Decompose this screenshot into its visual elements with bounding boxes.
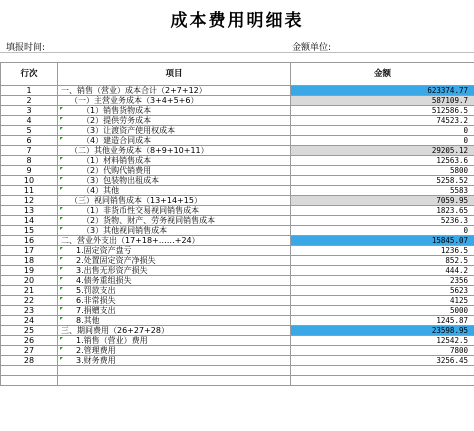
table-row-blank [1,366,474,376]
row-number-cell[interactable]: 9 [1,166,58,176]
item-cell[interactable] [58,276,291,286]
blank-cell[interactable] [291,366,474,376]
table-row [1,306,474,316]
cell-comment-marker-icon [60,217,63,220]
amount-cell[interactable]: 0 [291,126,474,136]
row-number-cell[interactable]: 19 [1,266,58,276]
row-number-cell[interactable]: 26 [1,336,58,346]
item-label: （4）建造合同成本 [82,135,152,145]
row-number-cell[interactable]: 12 [1,196,58,206]
item-cell[interactable] [58,126,291,136]
cell-comment-marker-icon [60,227,63,230]
fill-time-label: 填报时间: [6,43,46,53]
cell-comment-marker-icon [60,107,63,110]
table-row [1,316,474,326]
row-number-cell[interactable]: 21 [1,286,58,296]
item-label: （1）非货币性交易视同销售成本 [82,205,200,215]
table-row [1,266,474,276]
cell-comment-marker-icon [60,207,63,210]
item-label: （三）视同销售成本（13+14+15） [70,195,202,205]
row-number-cell[interactable]: 5 [1,126,58,136]
item-label: 5.罚款支出 [76,285,116,295]
blank-cell[interactable] [58,376,291,386]
item-label: （3）让渡资产使用权成本 [82,125,176,135]
item-label: （3）其他视同销售成本 [82,225,168,235]
row-number-cell[interactable]: 3 [1,106,58,116]
row-number-cell[interactable]: 10 [1,176,58,186]
row-number-cell[interactable]: 14 [1,216,58,226]
cell-comment-marker-icon [60,347,63,350]
header-divider [0,52,474,53]
row-number-cell[interactable]: 2 [1,96,58,106]
item-cell[interactable] [58,176,291,186]
amount-cell[interactable]: 74523.2 [291,116,474,126]
table-row [1,176,474,186]
header-amount[interactable]: 金额 [291,63,474,86]
item-cell[interactable] [58,356,291,366]
item-label: 3.出售无形资产损失 [76,265,148,275]
item-cell[interactable] [58,106,291,116]
item-cell[interactable] [58,236,291,246]
row-number-cell[interactable]: 4 [1,116,58,126]
cell-comment-marker-icon [60,357,63,360]
item-label: 7.捐赠支出 [76,305,116,315]
item-label: （2）货物、财产、劳务视同销售成本 [82,215,216,225]
table-row [1,346,474,356]
item-label: 2.管理费用 [76,345,116,355]
table-row [1,116,474,126]
table-row [1,156,474,166]
item-label: （3）包装物出租成本 [82,175,160,185]
table-row [1,216,474,226]
item-cell[interactable] [58,286,291,296]
header-row-no[interactable]: 行次 [1,63,58,86]
cell-comment-marker-icon [60,247,63,250]
cell-comment-marker-icon [60,177,63,180]
item-cell[interactable] [58,226,291,236]
amount-cell[interactable]: 7800 [291,346,474,356]
amount-cell[interactable]: 12542.5 [291,336,474,346]
item-cell[interactable] [58,256,291,266]
item-cell[interactable] [58,146,291,156]
cell-comment-marker-icon [60,317,63,320]
table-row [1,276,474,286]
item-label: （2）提供劳务成本 [82,115,152,125]
item-label: 三、期间费用（26+27+28） [61,325,169,335]
table-row [1,236,474,246]
cell-comment-marker-icon [60,117,63,120]
blank-cell[interactable] [1,366,58,376]
table-row [1,246,474,256]
page-title: 成本费用明细表 [170,11,304,31]
item-label: （4）其他 [82,185,120,195]
table-row [1,166,474,176]
table-blank-rows [1,366,474,386]
table-row [1,206,474,216]
item-label: 6.非常损失 [76,295,116,305]
amount-cell[interactable]: 0 [291,136,474,146]
item-cell[interactable] [58,186,291,196]
item-cell[interactable] [58,166,291,176]
item-label: 1.固定资产盘亏 [76,245,132,255]
amount-cell[interactable]: 587109.7 [291,96,474,106]
amount-cell[interactable]: 5623 [291,286,474,296]
table-row [1,96,474,106]
amount-cell[interactable]: 2356 [291,276,474,286]
item-cell[interactable] [58,96,291,106]
row-number-cell[interactable]: 1 [1,86,58,96]
amount-cell[interactable]: 3256.45 [291,356,474,366]
table-row-blank [1,376,474,386]
table-row [1,226,474,236]
item-cell[interactable] [58,326,291,336]
item-label: （1）材料销售成本 [82,155,152,165]
table-row [1,296,474,306]
item-label: 2.处置固定资产净损失 [76,255,156,265]
row-number-cell[interactable]: 15 [1,226,58,236]
table-row [1,126,474,136]
cell-comment-marker-icon [60,337,63,340]
item-cell[interactable] [58,336,291,346]
amount-cell[interactable]: 12563.6 [291,156,474,166]
amount-cell[interactable]: 5258.52 [291,176,474,186]
row-number-cell[interactable]: 25 [1,326,58,336]
item-label: （2）代购代销费用 [82,165,152,175]
amount-cell[interactable]: 15845.07 [291,236,474,246]
amount-cell[interactable]: 5000 [291,306,474,316]
item-cell[interactable] [58,346,291,356]
table-row [1,336,474,346]
row-number-cell[interactable]: 7 [1,146,58,156]
row-number-cell[interactable]: 6 [1,136,58,146]
item-cell[interactable] [58,156,291,166]
amount-cell[interactable]: 4125 [291,296,474,306]
table-row [1,356,474,366]
item-cell[interactable] [58,206,291,216]
item-label: 8.其他 [76,315,100,325]
item-cell[interactable] [58,136,291,146]
cell-comment-marker-icon [60,167,63,170]
header-item[interactable]: 项目 [58,63,291,86]
item-label: 二、营业外支出（17+18+……+24） [61,235,200,245]
table-row [1,256,474,266]
table-header-row [1,63,474,86]
amount-cell[interactable]: 0 [291,226,474,236]
amount-cell[interactable]: 23598.95 [291,326,474,336]
amount-cell[interactable]: 7059.95 [291,196,474,206]
item-label: 3.财务费用 [76,355,116,365]
amount-cell[interactable]: 5236.3 [291,216,474,226]
item-label: （一）主营业务成本（3+4+5+6） [70,95,199,105]
row-number-cell[interactable]: 24 [1,316,58,326]
cost-detail-table [0,62,474,386]
amount-cell[interactable]: 5583 [291,186,474,196]
item-cell[interactable] [58,316,291,326]
row-number-cell[interactable]: 16 [1,236,58,246]
amount-cell[interactable]: 852.5 [291,256,474,266]
table-body [1,86,474,366]
item-cell[interactable] [58,246,291,256]
blank-cell[interactable] [58,366,291,376]
blank-cell[interactable] [291,376,474,386]
amount-cell[interactable]: 512586.5 [291,106,474,116]
item-label: 一、销售（营业）成本合计（2+7+12） [61,85,207,95]
row-number-cell[interactable]: 28 [1,356,58,366]
item-label: 1.销售（营业）费用 [76,335,148,345]
row-number-cell[interactable]: 11 [1,186,58,196]
table-row [1,186,474,196]
item-cell[interactable] [58,306,291,316]
item-label: （二）其他业务成本（8+9+10+11） [70,145,209,155]
row-number-cell[interactable]: 23 [1,306,58,316]
table-row [1,286,474,296]
item-cell[interactable] [58,266,291,276]
cell-comment-marker-icon [60,307,63,310]
cell-comment-marker-icon [60,297,63,300]
unit-label: 金额单位: [292,43,332,53]
cell-comment-marker-icon [60,277,63,280]
item-cell[interactable] [58,196,291,206]
row-number-cell[interactable]: 22 [1,296,58,306]
cell-comment-marker-icon [60,287,63,290]
cell-comment-marker-icon [60,137,63,140]
row-number-cell[interactable]: 13 [1,206,58,216]
amount-cell[interactable]: 29205.12 [291,146,474,156]
amount-cell[interactable]: 1245.87 [291,316,474,326]
amount-cell[interactable]: 5800 [291,166,474,176]
item-label: （1）销售货物成本 [82,105,152,115]
row-number-cell[interactable]: 18 [1,256,58,266]
blank-cell[interactable] [1,376,58,386]
row-number-cell[interactable]: 8 [1,156,58,166]
table-row [1,136,474,146]
cell-comment-marker-icon [60,267,63,270]
item-cell[interactable] [58,296,291,306]
row-number-cell[interactable]: 17 [1,246,58,256]
cell-comment-marker-icon [60,157,63,160]
table-row [1,326,474,336]
item-cell[interactable] [58,86,291,96]
cell-comment-marker-icon [60,187,63,190]
row-number-cell[interactable]: 27 [1,346,58,356]
cell-comment-marker-icon [60,127,63,130]
item-cell[interactable] [58,116,291,126]
table-row [1,146,474,156]
item-cell[interactable] [58,216,291,226]
row-number-cell[interactable]: 20 [1,276,58,286]
amount-cell[interactable]: 1823.65 [291,206,474,216]
amount-cell[interactable]: 623374.77 [291,86,474,96]
amount-cell[interactable]: 444.2 [291,266,474,276]
table-row [1,106,474,116]
cell-comment-marker-icon [60,257,63,260]
table-row [1,196,474,206]
amount-cell[interactable]: 1236.5 [291,246,474,256]
item-label: 4.债务重组损失 [76,275,132,285]
table-row [1,86,474,96]
